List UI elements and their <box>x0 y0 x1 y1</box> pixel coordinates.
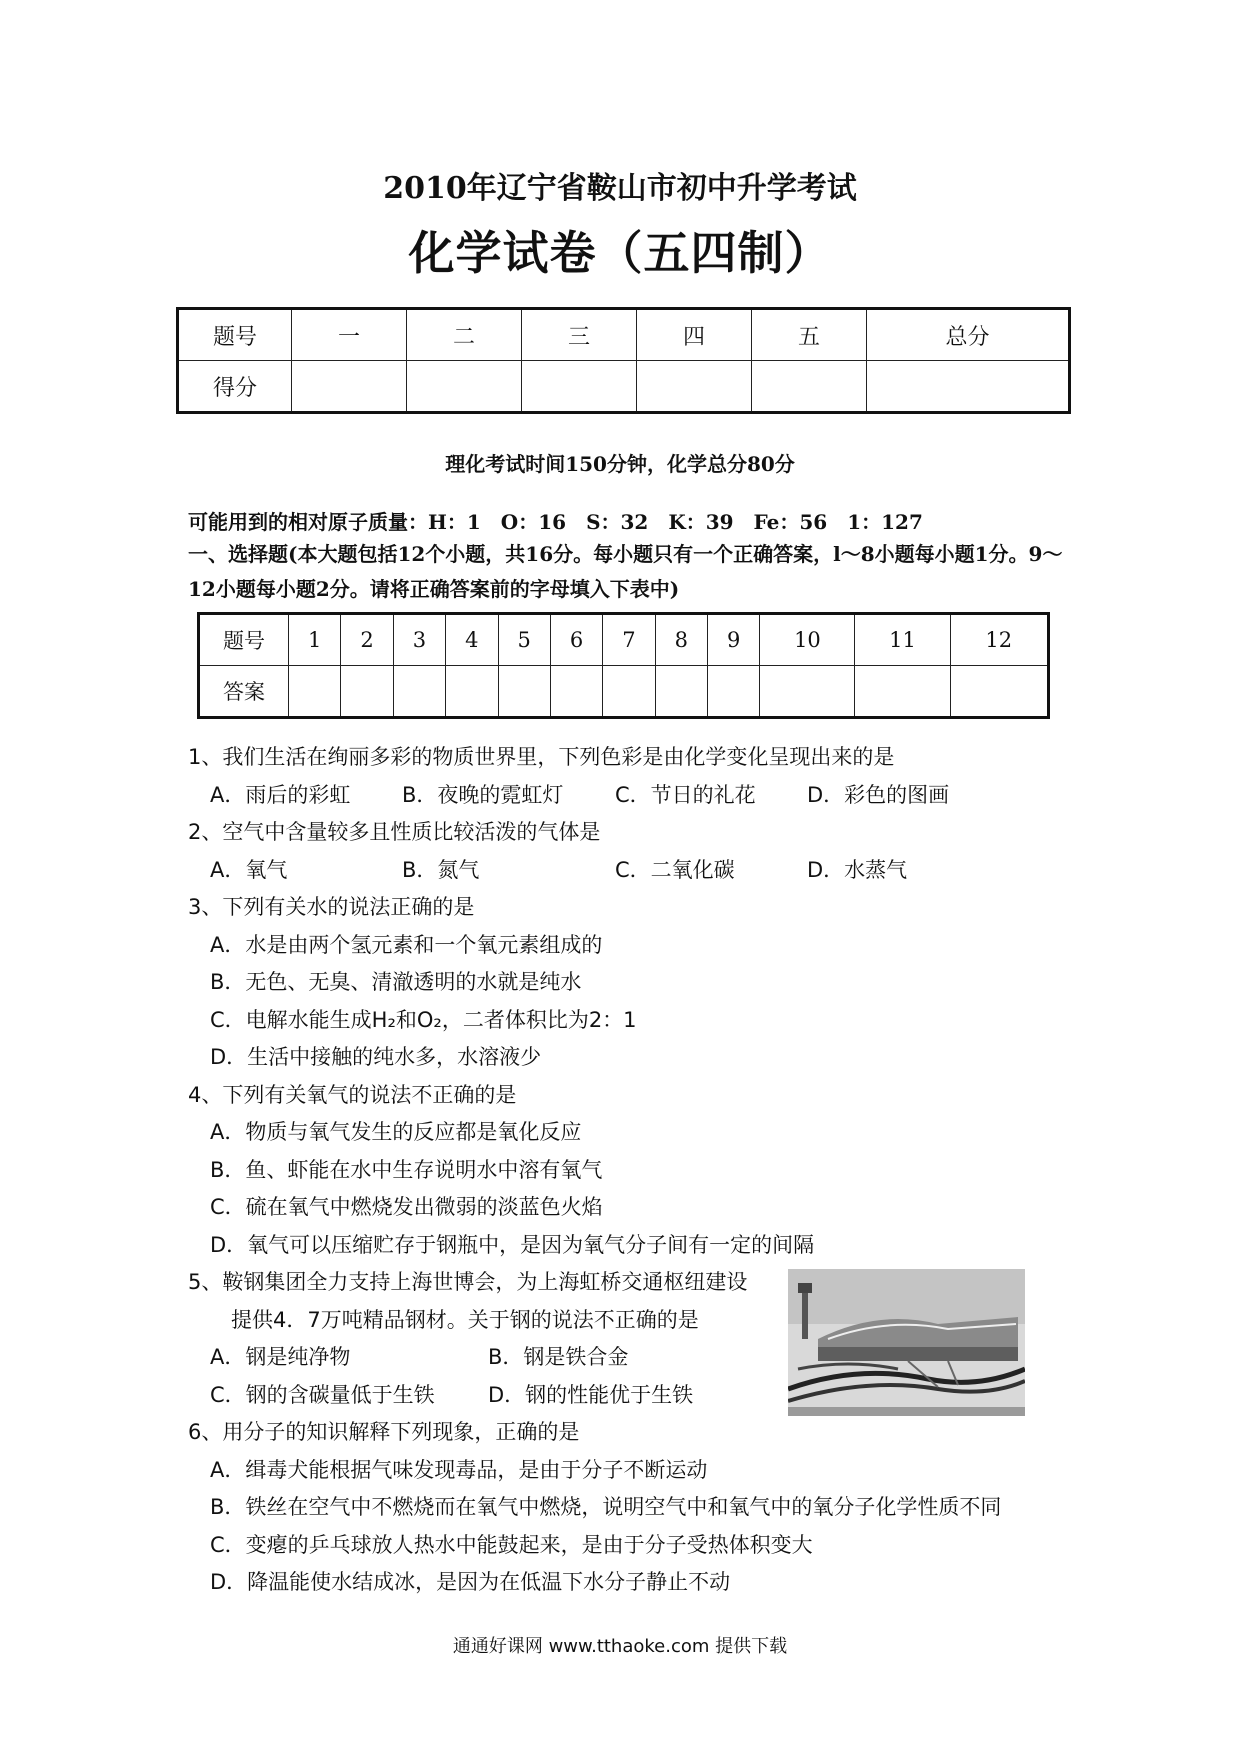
question-number-cell: 10 <box>760 614 855 666</box>
score-cell[interactable] <box>522 361 637 413</box>
score-table <box>176 307 1071 414</box>
question-4-option-d: D．氧气可以压缩贮存于钢瓶中，是因为氧气分子间有一定的间隔 <box>210 1233 815 1257</box>
question-1-option-c: C．节日的礼花 <box>615 783 756 807</box>
question-2-option-d: D．水蒸气 <box>807 858 908 882</box>
question-1-option-a: A．雨后的彩虹 <box>210 783 351 807</box>
score-cell[interactable] <box>407 361 522 413</box>
hongqiao-hub-photo <box>788 1269 1025 1416</box>
answer-cell[interactable] <box>760 666 855 718</box>
score-header-cell: 题号 <box>178 309 292 361</box>
question-4-option-b: B．鱼、虾能在水中生存说明水中溶有氧气 <box>210 1158 603 1182</box>
question-number-cell: 6 <box>550 614 602 666</box>
score-cell[interactable] <box>752 361 867 413</box>
score-header-cell: 五 <box>752 309 867 361</box>
question-number-cell: 11 <box>855 614 950 666</box>
question-6-option-c: C．变瘪的乒乓球放人热水中能鼓起来，是由于分子受热体积变大 <box>210 1533 813 1557</box>
question-number-cell: 7 <box>603 614 655 666</box>
question-5-option-c: C．钢的含碳量低于生铁 <box>210 1383 435 1407</box>
question-number-cell: 4 <box>446 614 498 666</box>
answer-cell[interactable] <box>498 666 550 718</box>
answer-cell[interactable] <box>603 666 655 718</box>
question-5-option-a: A．钢是纯净物 <box>210 1345 351 1369</box>
question-number-cell: 3 <box>393 614 445 666</box>
question-4-stem: 4、下列有关氧气的说法不正确的是 <box>188 1083 517 1107</box>
answer-cell[interactable] <box>289 666 341 718</box>
question-6-stem: 6、用分子的知识解释下列现象，正确的是 <box>188 1420 580 1444</box>
question-4-option-c: C．硫在氧气中燃烧发出微弱的淡蓝色火焰 <box>210 1195 603 1219</box>
answer-cell[interactable] <box>655 666 707 718</box>
question-1-option-d: D．彩色的图画 <box>807 783 950 807</box>
question-2-stem: 2、空气中含量较多且性质比较活泼的气体是 <box>188 820 601 844</box>
score-table-score-row <box>178 361 1070 413</box>
score-header-cell: 四 <box>637 309 752 361</box>
question-5-stem-line1: 5、鞍钢集团全力支持上海世博会，为上海虹桥交通枢纽建设 <box>188 1270 748 1294</box>
question-1-option-b: B．夜晚的霓虹灯 <box>402 783 564 807</box>
score-header-cell: 三 <box>522 309 637 361</box>
page-footer: 通通好课网 www.tthaoke.com 提供下载 <box>452 1636 788 1657</box>
question-3-option-a: A．水是由两个氢元素和一个氧元素组成的 <box>210 933 603 957</box>
question-number-cell: 5 <box>498 614 550 666</box>
score-header-cell: 一 <box>292 309 407 361</box>
exam-title: 2010年辽宁省鞍山市初中升学考试 <box>383 171 857 206</box>
score-header-cell: 二 <box>407 309 522 361</box>
question-5-stem-line2: 提供4．7万吨精品钢材。关于钢的说法不正确的是 <box>231 1308 699 1332</box>
answer-cell[interactable] <box>550 666 602 718</box>
atomic-masses: 可能用到的相对原子质量：H：1 O：16 S：32 K：39 Fe：56 1：127 <box>188 510 923 534</box>
answer-cell[interactable] <box>341 666 393 718</box>
question-1-stem: 1、我们生活在绚丽多彩的物质世界里，下列色彩是由化学变化呈现出来的是 <box>188 745 895 769</box>
score-row-label: 得分 <box>178 361 292 413</box>
answer-cell[interactable] <box>393 666 445 718</box>
answer-cell[interactable] <box>708 666 760 718</box>
question-6-option-d: D．降温能使水结成冰，是因为在低温下水分子静止不动 <box>210 1570 731 1594</box>
question-3-stem: 3、下列有关水的说法正确的是 <box>188 895 475 919</box>
question-number-cell: 2 <box>341 614 393 666</box>
question-3-option-c: C．电解水能生成H₂和O₂，二者体积比为2：1 <box>210 1008 637 1032</box>
question-number-cell: 8 <box>655 614 707 666</box>
score-cell[interactable] <box>867 361 1070 413</box>
score-table-header-row <box>178 309 1070 361</box>
section-1-instructions: 一、选择题(本大题包括12个小题，共16分。每小题只有一个正确答案，l～8小题每小题1分。9～12小题每小题2分。请将正确答案前的字母填入下表中) <box>188 542 1063 601</box>
answer-table-number-row <box>199 614 1049 666</box>
question-2-option-c: C．二氧化碳 <box>615 858 735 882</box>
question-number-cell: 1 <box>289 614 341 666</box>
question-6-option-b: B．铁丝在空气中不燃烧而在氧气中燃烧，说明空气中和氧气中的氧分子化学性质不同 <box>210 1495 1002 1519</box>
question-3-option-b: B．无色、无臭、清澈透明的水就是纯水 <box>210 970 582 994</box>
answer-cell[interactable] <box>446 666 498 718</box>
question-number-cell: 12 <box>950 614 1048 666</box>
score-header-cell: 总分 <box>867 309 1070 361</box>
question-5-option-d: D．钢的性能优于生铁 <box>488 1383 694 1407</box>
score-cell[interactable] <box>637 361 752 413</box>
exam-time-info: 理化考试时间150分钟，化学总分80分 <box>445 452 795 476</box>
paper-subtitle: 化学试卷（五四制） <box>408 226 832 280</box>
answer-header-label: 题号 <box>199 614 289 666</box>
question-2-option-b: B．氮气 <box>402 858 480 882</box>
question-3-option-d: D．生活中接触的纯水多，水溶液少 <box>210 1045 542 1069</box>
question-number-cell: 9 <box>708 614 760 666</box>
question-2-option-a: A．氧气 <box>210 858 288 882</box>
answer-cell[interactable] <box>950 666 1048 718</box>
question-6-option-a: A．缉毒犬能根据气味发现毒品，是由于分子不断运动 <box>210 1458 708 1482</box>
answer-row-label: 答案 <box>199 666 289 718</box>
answer-cell[interactable] <box>855 666 950 718</box>
question-5-option-b: B．钢是铁合金 <box>488 1345 629 1369</box>
answer-table <box>197 612 1050 719</box>
score-cell[interactable] <box>292 361 407 413</box>
question-4-option-a: A．物质与氧气发生的反应都是氧化反应 <box>210 1120 582 1144</box>
answer-table-answer-row <box>199 666 1049 718</box>
